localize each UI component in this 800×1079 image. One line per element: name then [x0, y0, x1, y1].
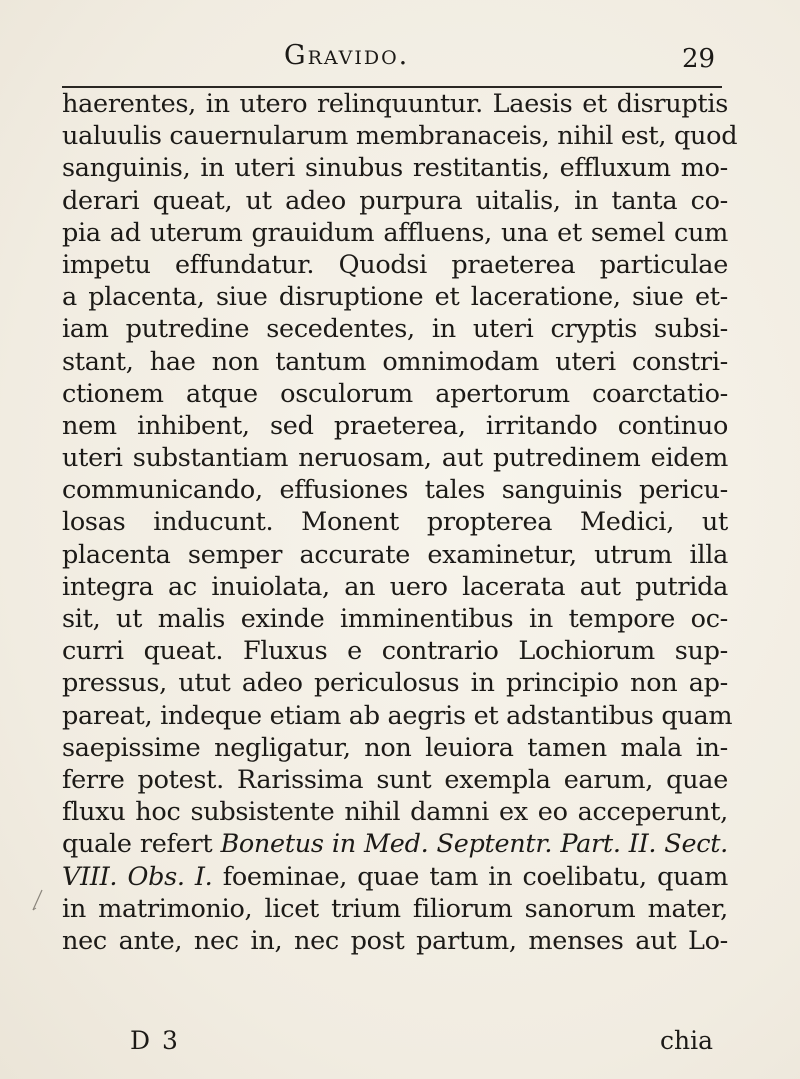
text-line: stant, hae non tantum omnimodam uteri constri-	[62, 346, 728, 377]
margin-mark-icon	[30, 888, 44, 912]
text-line: pia ad uterum grauidum affluens, una et semel cum	[62, 217, 728, 248]
text-line: a placenta, siue disruptione et laceratione, siue et-	[62, 282, 728, 313]
catchword: chia	[660, 1026, 714, 1055]
page-header	[62, 38, 782, 78]
running-title: Gravido.	[284, 40, 410, 71]
signature-mark: D 3	[130, 1026, 180, 1055]
text-line: ualuulis cauernularum membranaceis, nihil est, quod	[62, 121, 738, 152]
text-line: haerentes, in utero relinquuntur. Laesis et disruptis	[62, 89, 728, 119]
page-number: 29	[682, 44, 716, 74]
text-line: fluxu hoc subsistente nihil damni ex eo acceperunt,	[62, 797, 728, 828]
text-line: communicando, effusiones tales sanguinis pericu-	[62, 475, 728, 506]
body-text	[62, 88, 738, 957]
text-line-citation	[62, 828, 728, 860]
text-line: derari queat, ut adeo purpura uitalis, in tanta co-	[62, 185, 728, 216]
text-line: pareat, indeque etiam ab aegris et adstantibus quam	[62, 700, 733, 731]
text-line: ferre potest. Rarissima sunt exempla earum, quae	[62, 764, 728, 795]
citation-trail-text: foeminae, quae tam in coelibatu, quam	[212, 861, 728, 892]
page-footer	[62, 1026, 728, 1062]
citation-italic: VIII. Obs. I.	[62, 861, 213, 892]
text-line: nec ante, nec in, nec post partum, menses aut Lo-	[62, 925, 728, 956]
citation-lead-text: quale refert	[62, 829, 221, 860]
text-line: ctionem atque osculorum apertorum coarctatio-	[62, 378, 728, 409]
text-line: integra ac inuiolata, an uero lacerata aut putrida	[62, 571, 728, 602]
text-line: saepissime negligatur, non leuiora tamen mala in-	[62, 732, 728, 763]
text-line: impetu effundatur. Quodsi praeterea particulae	[62, 249, 728, 280]
citation-italic: Bonetus in Med. Septentr. Part. II. Sect.	[220, 829, 728, 860]
text-line: curri queat. Fluxus e contrario Lochiorum sup-	[62, 636, 728, 667]
text-line: placenta semper accurate examinetur, utrum illa	[62, 539, 728, 570]
text-line: iam putredine secedentes, in uteri cryptis subsi-	[62, 314, 728, 345]
text-line: sanguinis, in uteri sinubus restitantis, effluxum mo-	[62, 153, 728, 184]
text-line: sit, ut malis exinde imminentibus in tempore oc-	[62, 604, 728, 634]
text-line: losas inducunt. Monent propterea Medici, ut	[62, 507, 728, 538]
text-line: in matrimonio, licet trium filiorum sanorum mater,	[62, 893, 728, 924]
text-line-citation	[62, 861, 728, 893]
text-line: pressus, utut adeo periculosus in principio non ap-	[62, 668, 728, 699]
text-line: uteri substantiam neruosam, aut putredinem eidem	[62, 443, 728, 474]
text-line: nem inhibent, sed praeterea, irritando continuo	[62, 410, 728, 441]
